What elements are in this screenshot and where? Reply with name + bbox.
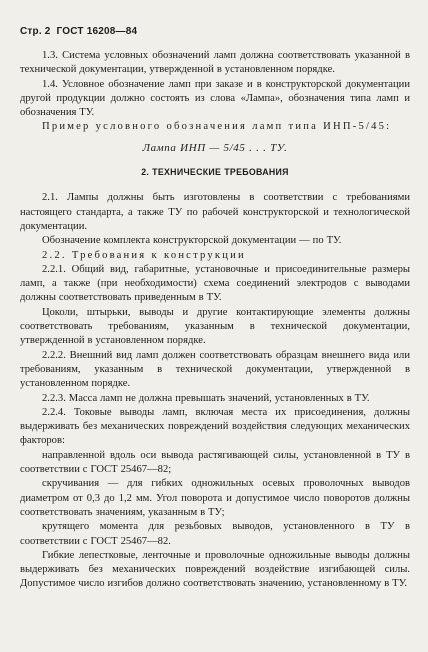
section-title: 2. ТЕХНИЧЕСКИЕ ТРЕБОВАНИЯ [141,167,289,178]
paragraph-2-2-1-contacts: Цоколи, штырьки, выводы и другие контактирующие элементы должны соответствовать требованиям, указанным в технической документации, утвержденной в установленном порядке. [20,306,410,347]
standard-number: ГОСТ 16208—84 [56,26,138,37]
paragraph-2-1: 2.1. Лампы должны быть изготовлены в соответствии с требованиями настоящего стандарта, а также ТУ по рабочей конструкторской и технологической документации. [20,192,410,232]
paragraph-tension: направленной вдоль оси вывода растягивающей силы, установленной в ТУ в соответствии с ГОСТ 25467—82; [20,449,410,476]
paragraph-2-2-1: 2.2.1. Общий вид, габаритные, установочные и присоединительные размеры ламп, а также (при необходимости) схема соединений электродов с выводами должны соответствовать приведенным в ТУ. [20,263,410,304]
example-designation: Лампа ИНП — 5/45 . . . ТУ. [142,141,288,154]
paragraph-2-1-documentation: Обозначение комплекта конструкторской документации — по ТУ. [42,235,342,247]
example-intro [20,120,410,134]
paragraph-1-3: 1.3. Система условных обозначений ламп должна соответствовать указанной в технической документации, утвержденной в установленном порядке. [20,50,410,76]
paragraph-2-2 [20,249,410,263]
paragraph-2-2-heading: 2.2. Требования к конструкции [42,249,246,261]
paragraph-twisting: скручивания — для гибких одножильных осевых проволочных выводов диаметром от 0,3 до 1,2 мм. Угол поворота и допустимое число поворотов должны соответствовать значениям, указанным в ТУ; [20,478,410,518]
paragraph-2-2-2: 2.2.2. Внешний вид ламп должен соответствовать образцам внешнего вида или требованиям, указанным в технической документации, утвержденной в установленном порядке. [20,349,410,390]
paragraph-1-4: 1.4. Условное обозначение ламп при заказе и в конструкторской документации другой продукции должно состоять из слова «Лампа», обозначения типа ламп и обозначения ТУ. [20,78,410,119]
paragraph-2-2-3: 2.2.3. Масса ламп не должна превышать значений, установленных в ТУ. [42,392,370,404]
paragraph-flexible-leads: Гибкие лепестковые, ленточные и проволочные одножильные выводы должны выдерживать без механических повреждений воздействие изгибающей силы. Допустимое число изгибов должно соответствовать значению, установленному в ТУ. [20,549,410,590]
page-header [20,26,410,37]
paragraph-2-2-4: 2.2.4. Токовые выводы ламп, включая места их присоединения, должны выдерживать без механических повреждений воздействия следующих механических факторов: [20,406,410,447]
page-number: Стр. 2 [20,26,51,37]
example-intro-text: Пример условного обозначения ламп типа ИНП-5/45: [42,121,392,133]
document-body [20,49,410,592]
paragraph-torque: крутящего момента для резьбовых выводов, установленного в ТУ в соответствии с ГОСТ 25467—82. [20,521,410,547]
